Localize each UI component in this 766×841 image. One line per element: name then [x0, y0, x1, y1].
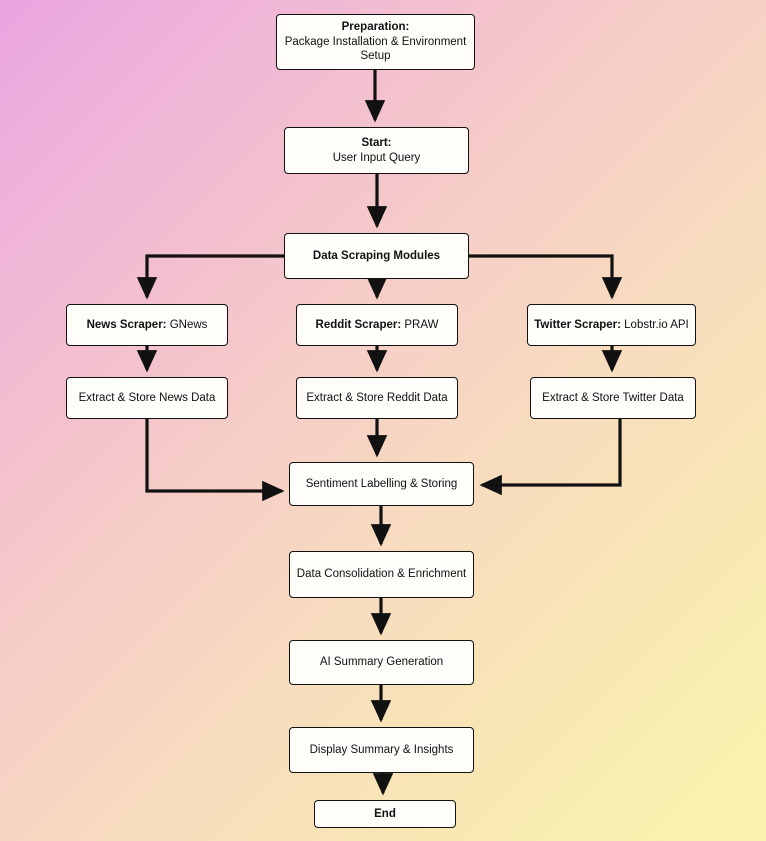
node-sentiment-labelling-label: Sentiment Labelling & Storing	[305, 477, 458, 490]
node-extract-news[interactable]	[66, 377, 228, 419]
node-news-scraper-text: GNews	[166, 318, 208, 331]
node-reddit-scraper-text: PRAW	[401, 318, 439, 331]
node-extract-twitter[interactable]	[530, 377, 696, 419]
node-data-consolidation[interactable]	[289, 551, 474, 598]
node-reddit-scraper-title: Reddit Scraper:	[315, 318, 402, 331]
node-twitter-scraper[interactable]	[527, 304, 696, 346]
edge-extracttwitter-sentiment	[482, 419, 620, 485]
node-extract-reddit[interactable]	[296, 377, 458, 419]
node-preparation-title: Preparation:	[341, 20, 410, 33]
node-twitter-scraper-text: Lobstr.io API	[620, 318, 689, 331]
node-start-text: User Input Query	[332, 151, 421, 164]
node-start[interactable]	[284, 127, 469, 174]
node-preparation-text: Package Installation & Environment Setup	[284, 35, 467, 63]
node-data-scraping-modules[interactable]	[284, 233, 469, 279]
node-extract-twitter-label: Extract & Store Twitter Data	[542, 391, 684, 404]
edge-extractnews-sentiment	[147, 419, 282, 491]
node-ai-summary[interactable]	[289, 640, 474, 685]
node-display-summary[interactable]	[289, 727, 474, 773]
node-twitter-scraper-title: Twitter Scraper:	[534, 318, 621, 331]
node-extract-news-label: Extract & Store News Data	[78, 391, 216, 404]
edge-modules-news	[147, 256, 284, 297]
node-extract-reddit-label: Extract & Store Reddit Data	[306, 391, 448, 404]
node-news-scraper[interactable]	[66, 304, 228, 346]
edge-modules-twitter	[469, 256, 612, 297]
node-sentiment-labelling[interactable]	[289, 462, 474, 506]
node-ai-summary-label: AI Summary Generation	[319, 656, 444, 669]
node-data-consolidation-label: Data Consolidation & Enrichment	[296, 568, 467, 581]
node-news-scraper-title: News Scraper:	[86, 318, 167, 331]
node-reddit-scraper[interactable]	[296, 304, 458, 346]
node-display-summary-label: Display Summary & Insights	[309, 743, 454, 756]
node-data-scraping-modules-label: Data Scraping Modules	[312, 249, 441, 262]
node-end[interactable]	[314, 800, 456, 828]
node-preparation[interactable]	[276, 14, 475, 70]
node-end-label: End	[374, 807, 396, 820]
node-start-title: Start:	[361, 136, 392, 149]
